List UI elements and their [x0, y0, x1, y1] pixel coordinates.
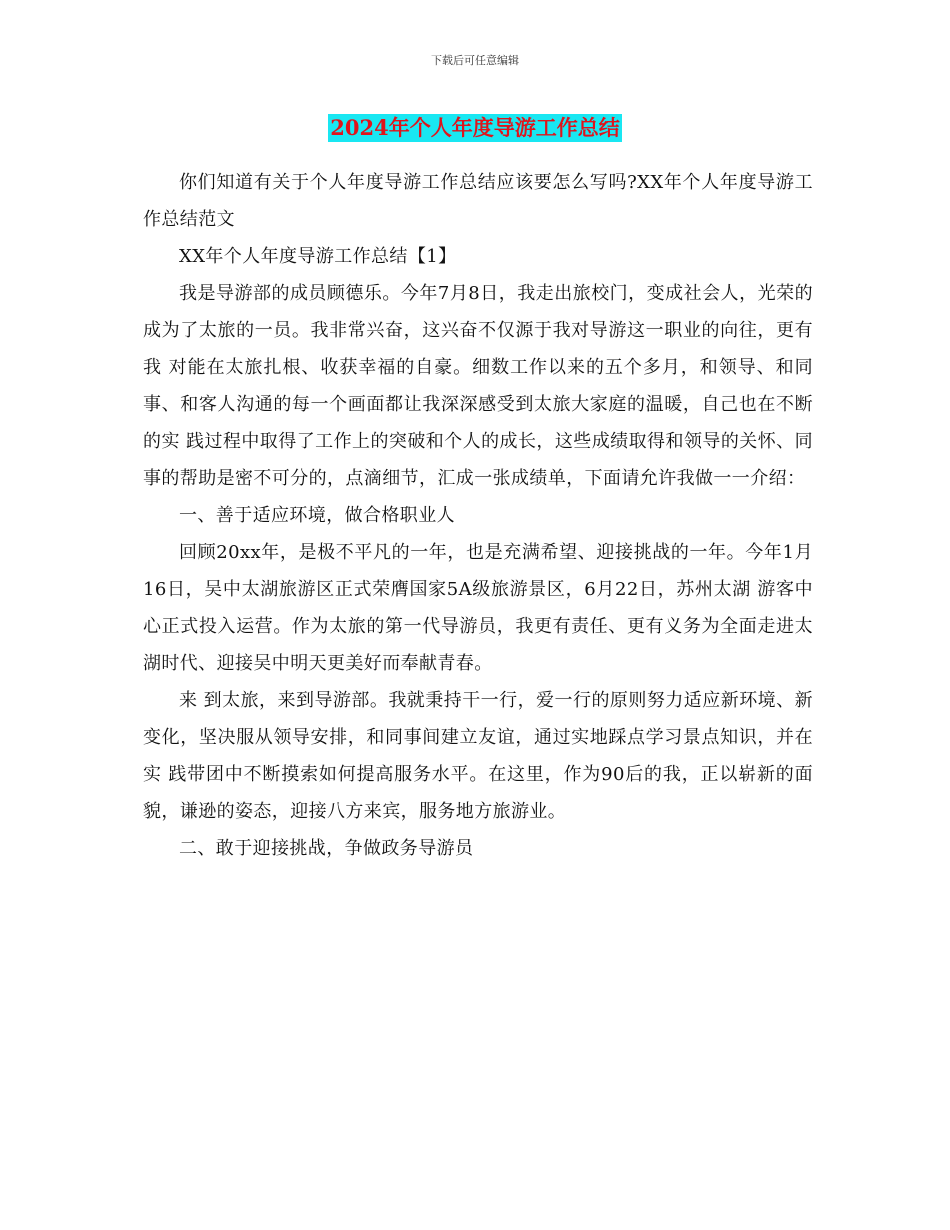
subsection-heading-1: 一、善于适应环境，做合格职业人	[179, 505, 455, 526]
document-title: 2024年个人年度导游工作总结	[330, 115, 620, 140]
title-block	[0, 114, 950, 142]
body-paragraph: 我是导游部的成员顾德乐。今年7月8日，我走出旅校门，变成社会人，光荣的成为了太旅的一员。我非常兴奋，这兴奋不仅源于我对导游这一职业的向往，更有我 对能在太旅扎根、收获幸福的自豪。细数工作以来的五个多月，和领导、和同事、和客人沟通的每一个画面都让我深深感受到太旅大家庭的温暖，自己也在不断的实 践过程中取得了工作上的突破和个人的成长，这些成绩取得和领导的关怀、同事的帮助是密不可分的，点滴细节，汇成一张成绩单，下面请允许我做一一介绍：	[143, 283, 813, 489]
body-paragraph: 来 到太旅，来到导游部。我就秉持干一行，爱一行的原则努力适应新环境、新变化，坚决服从领导安排，和同事间建立友谊，通过实地踩点学习景点知识，并在实 践带团中不断摸索如何提高服务水平。在这里，作为90后的我，正以崭新的面貌，谦逊的姿态，迎接八方来宾，服务地方旅游业。	[143, 690, 813, 822]
intro-paragraph: 你们知道有关于个人年度导游工作总结应该要怎么写吗?XX年个人年度导游工作总结范文	[143, 172, 813, 230]
document-body	[143, 164, 813, 867]
subsection-heading-2: 二、敢于迎接挑战，争做政务导游员	[179, 838, 474, 859]
header-note: 下载后可任意编辑	[431, 54, 519, 67]
body-paragraph: 回顾20xx年，是极不平凡的一年，也是充满希望、迎接挑战的一年。今年1月16日，吴中太湖旅游区正式荣膺国家5A级旅游景区，6月22日，苏州太湖 游客中心正式投入运营。作为太旅的第一代导游员，我更有责任、更有义务为全面走进太湖时代、迎接吴中明天更美好而奉献青春。	[143, 542, 813, 674]
section-heading-1: XX年个人年度导游工作总结【1】	[179, 246, 457, 267]
